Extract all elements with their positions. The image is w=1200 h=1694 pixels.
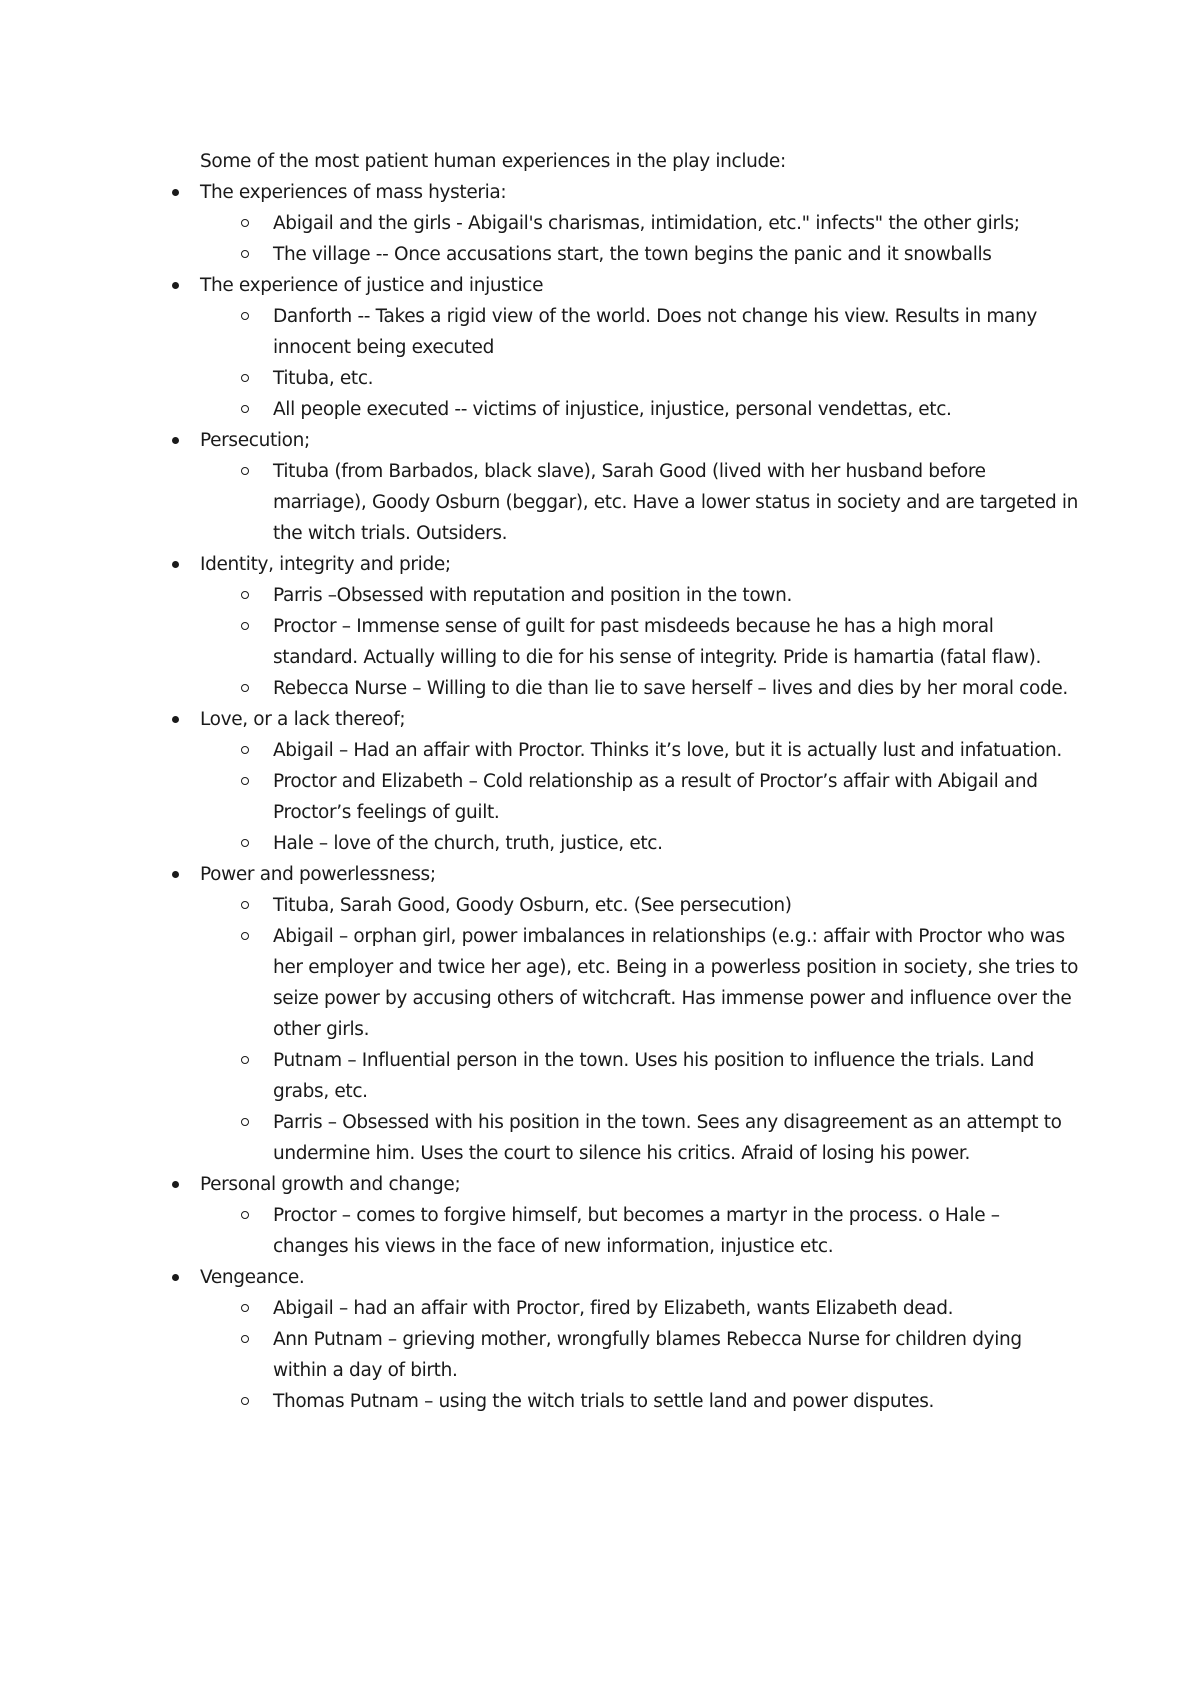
- theme-item: [200, 425, 1080, 549]
- theme-item: [200, 1262, 1080, 1417]
- theme-subitems: [200, 208, 1080, 270]
- hollow-bullet-icon: [241, 622, 249, 630]
- filled-bullet-icon: [172, 437, 179, 444]
- hollow-bullet-icon: [241, 312, 249, 320]
- hollow-bullet-icon: [241, 374, 249, 382]
- sub-item: Tituba (from Barbados, black slave), Sarah Good (lived with her husband before marriage), Goody Osburn (beggar), etc. Have a lower status in society and are targeted in the witch trials. Outsiders.: [273, 456, 1080, 549]
- sub-item: Danforth -- Takes a rigid view of the world. Does not change his view. Results in many innocent being executed: [273, 301, 1080, 363]
- theme-title: Identity, integrity and pride;: [200, 554, 451, 575]
- sub-item: Hale – love of the church, truth, justice, etc.: [273, 828, 1080, 859]
- sub-item: Tituba, Sarah Good, Goody Osburn, etc. (See persecution): [273, 890, 1080, 921]
- theme-subitems: [200, 301, 1080, 425]
- sub-item: Parris –Obsessed with reputation and position in the town.: [273, 580, 1080, 611]
- filled-bullet-icon: [172, 1181, 179, 1188]
- sub-item: Proctor – Immense sense of guilt for past misdeeds because he has a high moral standard. Actually willing to die for his sense of integrity. Pride is hamartia (fatal flaw).: [273, 611, 1080, 673]
- theme-subitems: [200, 580, 1080, 704]
- theme-title: Power and powerlessness;: [200, 864, 436, 885]
- hollow-bullet-icon: [241, 839, 249, 847]
- theme-item: [200, 859, 1080, 1169]
- sub-item: Thomas Putnam – using the witch trials to settle land and power disputes.: [273, 1386, 1080, 1417]
- filled-bullet-icon: [172, 189, 179, 196]
- sub-item: The village -- Once accusations start, the town begins the panic and it snowballs: [273, 239, 1080, 270]
- theme-title: Love, or a lack thereof;: [200, 709, 406, 730]
- themes-list: [200, 177, 1080, 1417]
- intro-paragraph: Some of the most patient human experiences in the play include:: [200, 151, 786, 172]
- theme-subitems: [200, 890, 1080, 1169]
- filled-bullet-icon: [172, 282, 179, 289]
- hollow-bullet-icon: [241, 932, 249, 940]
- sub-item: Tituba, etc.: [273, 363, 1080, 394]
- theme-title: The experience of justice and injustice: [200, 275, 544, 296]
- hollow-bullet-icon: [241, 405, 249, 413]
- theme-title: Vengeance.: [200, 1267, 305, 1288]
- document-body: [200, 146, 1080, 1417]
- sub-item: Putnam – Influential person in the town. Uses his position to influence the trials. Land grabs, etc.: [273, 1045, 1080, 1107]
- hollow-bullet-icon: [241, 591, 249, 599]
- sub-item: Abigail and the girls - Abigail's charismas, intimidation, etc." infects" the other girls;: [273, 208, 1080, 239]
- hollow-bullet-icon: [241, 1397, 249, 1405]
- hollow-bullet-icon: [241, 684, 249, 692]
- hollow-bullet-icon: [241, 219, 249, 227]
- theme-subitems: [200, 1293, 1080, 1417]
- theme-title: The experiences of mass hysteria:: [200, 182, 507, 203]
- hollow-bullet-icon: [241, 467, 249, 475]
- sub-item: Rebecca Nurse – Willing to die than lie to save herself – lives and dies by her moral code.: [273, 673, 1080, 704]
- hollow-bullet-icon: [241, 1118, 249, 1126]
- filled-bullet-icon: [172, 716, 179, 723]
- theme-subitems: [200, 456, 1080, 549]
- hollow-bullet-icon: [241, 746, 249, 754]
- sub-item: Abigail – orphan girl, power imbalances in relationships (e.g.: affair with Proctor who was her employer and twice her age), etc. Being in a powerless position in society, she tries to seize power by accusing others of witchcraft. Has immense power and influence over the other girls.: [273, 921, 1080, 1045]
- hollow-bullet-icon: [241, 1335, 249, 1343]
- filled-bullet-icon: [172, 1274, 179, 1281]
- theme-item: [200, 549, 1080, 704]
- sub-item: Parris – Obsessed with his position in the town. Sees any disagreement as an attempt to undermine him. Uses the court to silence his critics. Afraid of losing his power.: [273, 1107, 1080, 1169]
- hollow-bullet-icon: [241, 777, 249, 785]
- theme-item: [200, 270, 1080, 425]
- sub-item: Proctor – comes to forgive himself, but becomes a martyr in the process. o Hale – changes his views in the face of new information, injustice etc.: [273, 1200, 1080, 1262]
- sub-item: Abigail – Had an affair with Proctor. Thinks it’s love, but it is actually lust and infatuation.: [273, 735, 1080, 766]
- theme-subitems: [200, 735, 1080, 859]
- theme-title: Persecution;: [200, 430, 310, 451]
- theme-item: [200, 1169, 1080, 1262]
- sub-item: Abigail – had an affair with Proctor, fired by Elizabeth, wants Elizabeth dead.: [273, 1293, 1080, 1324]
- hollow-bullet-icon: [241, 1056, 249, 1064]
- filled-bullet-icon: [172, 871, 179, 878]
- filled-bullet-icon: [172, 561, 179, 568]
- hollow-bullet-icon: [241, 1211, 249, 1219]
- theme-item: [200, 177, 1080, 270]
- theme-title: Personal growth and change;: [200, 1174, 461, 1195]
- hollow-bullet-icon: [241, 901, 249, 909]
- sub-item: Ann Putnam – grieving mother, wrongfully blames Rebecca Nurse for children dying within a day of birth.: [273, 1324, 1080, 1386]
- sub-item: Proctor and Elizabeth – Cold relationship as a result of Proctor’s affair with Abigail and Proctor’s feelings of guilt.: [273, 766, 1080, 828]
- sub-item: All people executed -- victims of injustice, injustice, personal vendettas, etc.: [273, 394, 1080, 425]
- hollow-bullet-icon: [241, 1304, 249, 1312]
- theme-subitems: [200, 1200, 1080, 1262]
- hollow-bullet-icon: [241, 250, 249, 258]
- theme-item: [200, 704, 1080, 859]
